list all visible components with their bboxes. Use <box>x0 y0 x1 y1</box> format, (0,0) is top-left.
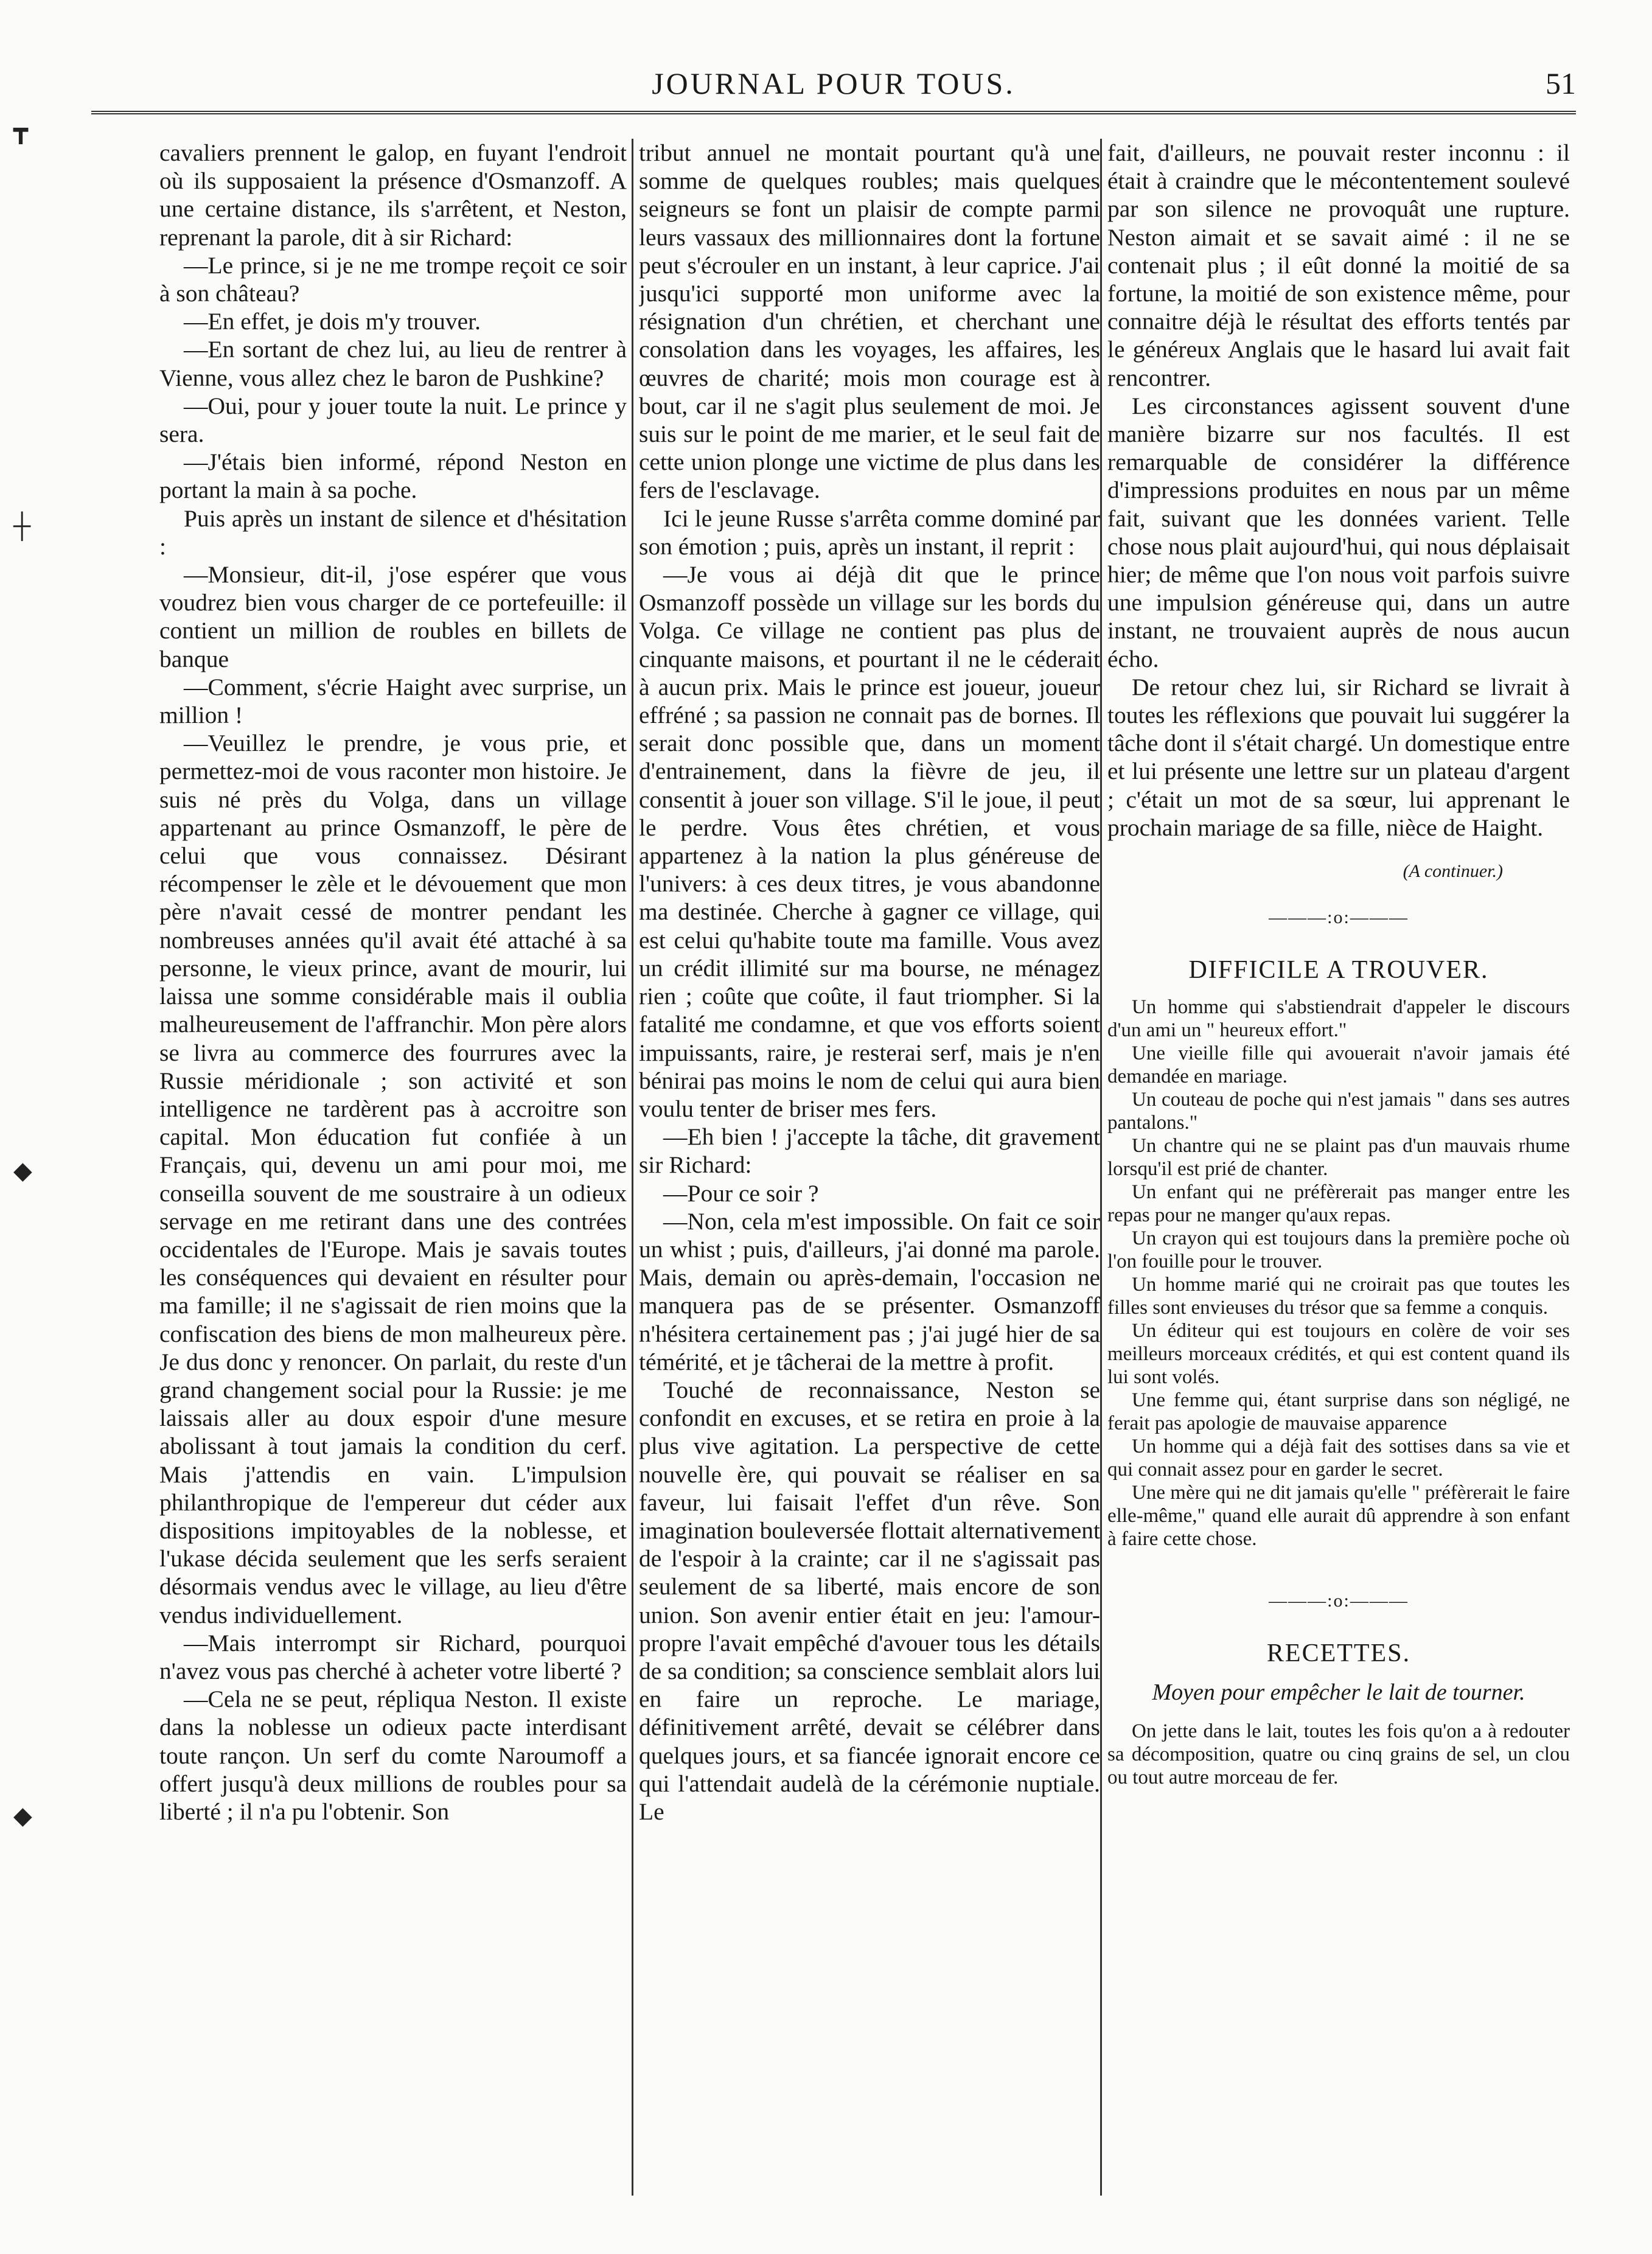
list-item: Une vieille fille qui avouerait n'avoir jamais été demandée en mariage. <box>1107 1042 1570 1087</box>
paragraph: —Veuillez le prendre, je vous prie, et permettez-moi de vous raconter mon histoire. Je suis né près du Volga, dans un village appartenant au prince Osmanzoff, le père de celui que vous connaissez. Désirant récompenser le zèle et le dévouement que mon père n'avait cessé de montrer pendant les nombreuses années qu'il avait été attaché à sa personne, le vieux prince, avant de mourir, lui laissa une somme considérable mais il oublia malheureusement de l'affranchir. Mon père alors se livra au commerce des fourrures avec la Russie méridionale ; son activité et son intelligence ne tardèrent pas à accroitre son capital. Mon éducation fut confiée à un Français, qui, devenu un ami pour moi, me conseilla souvent de me soustraire à un odieux servage en me retirant dans une des contrées occidentales de l'Europe. Mais je savais toutes les conséquences qui devaient en résulter pour ma famille; il ne s'agissait de rien moins que la confiscation des biens de mon malheureux père. Je dus donc y renoncer. On parlait, du reste d'un grand changement social pour la Russie: je me laissais aller au doux espoir d'une mesure abolissant à tout jamais la condition du cerf. Mais j'attendis en vain. L'impulsion philanthropique de l'empereur dut céder aux dispositions impitoyables de la noblesse, et l'ukase décida seulement que les serfs seraient désormais vendus avec le village, au lieu d'être vendus individuellement. <box>159 730 627 1628</box>
list-item: Un éditeur qui est toujours en colère de voir ses meilleurs morceaux crédités, et qui est content quand ils lui sont volés. <box>1107 1319 1570 1388</box>
list-item: Un homme qui s'abstiendrait d'appeler le discours d'un ami un " heureux effort." <box>1107 996 1570 1041</box>
divider-ornament: ———:o:——— <box>1269 907 1409 928</box>
list-item: Un chantre qui ne se plaint pas d'un mauvais rhume lorsqu'il est prié de chanter. <box>1107 1134 1570 1180</box>
column-rule <box>632 139 633 2196</box>
journal-title: JOURNAL POUR TOUS. <box>652 66 1016 100</box>
margin-mark: ◆ <box>13 1802 32 1829</box>
list-item: Un crayon qui est toujours dans la première poche où l'on fouille pour le trouver. <box>1107 1227 1570 1272</box>
column-middle <box>639 139 1100 2196</box>
margin-mark: ◆ <box>13 1157 32 1184</box>
paragraph: Les circonstances agissent souvent d'une manière bizarre sur nos facultés. Il est remarquable de considérer la différence d'impressions produites en nous par un même fait, suivant que les données varient. Telle chose nous plait aujourd'hui, qui nous déplaisait hier; de même que l'on nous voit parfois suivre une impulsion généreuse qui, dans un autre instant, ne trouvaient auprès de nous aucun écho. <box>1107 392 1570 672</box>
paragraph: —Pour ce soir ? <box>663 1179 819 1207</box>
paragraph: —Cela ne se peut, répliqua Neston. Il existe dans la noblesse un odieux pacte interdisant toute rançon. Un serf du comte Naroumoff a offert jusqu'à deux millions de roubles pour sa liberté ; il n'a pu l'obtenir. Son <box>159 1686 627 1825</box>
page-number: 51 <box>1546 66 1576 100</box>
recipe-subtitle: Moyen pour empêcher le lait de tourner. <box>1152 1680 1525 1706</box>
paragraph: Touché de reconnaissance, Neston se confondit en excuses, et se retira en proie à la plus vive agitation. La perspective de cette nouvelle ère, qui pouvait se réaliser en sa faveur, lui faisait l'effet d'un rêve. Son imagination bouleversée flottait alternativement de l'espoir à la crainte; car il ne s'agissait pas seulement de sa liberté, mais encore de son union. Son avenir entier était en jeu: l'amour-propre l'avait empêché d'avouer tous les détails de sa condition; sa conscience semblait alors lui en faire un reproche. Le mariage, définitivement arrêté, devait se célébrer dans quelques jours, et sa fiancée ignorait encore ce qui l'attendait audelà de la cérémonie nuptiale. Le <box>639 1376 1100 1825</box>
header-rule <box>91 111 1576 114</box>
paragraph: tribut annuel ne montait pourtant qu'à une somme de quelques roubles; mais quelques seigneurs se font un plaisir de compte parmi leurs vassaux des millionnaires dont la fortune peut s'écrouler en un instant, à leur caprice. J'ai jusqu'ici supporté mon uniforme avec la résignation d'un chrétien, et cherchant une consolation dans les voyages, les affaires, les œuvres de charité; mois mon courage est à bout, car il ne s'agit plus seulement de moi. Je suis sur le point de me marier, et le seul fait de cette union plonge une victime de plus dans les fers de l'esclavage. <box>639 139 1100 504</box>
divider-ornament: ———:o:——— <box>1269 1590 1409 1611</box>
paragraph: —En sortant de chez lui, au lieu de rentrer à Vienne, vous allez chez le baron de Pushkine? <box>159 336 627 391</box>
paragraph: —Le prince, si je ne me trompe reçoit ce soir à son château? <box>159 251 627 307</box>
paragraph: cavaliers prennent le galop, en fuyant l'endroit où ils supposaient la présence d'Osmanzoff. A une certaine distance, ils s'arrêtent, et Neston, reprenant la parole, dit à sir Richard: <box>159 139 627 251</box>
paragraph: —Oui, pour y jouer toute la nuit. Le prince y sera. <box>159 392 627 448</box>
paragraph: —Comment, s'écrie Haight avec surprise, un million ! <box>159 673 627 729</box>
paragraph: Ici le jeune Russe s'arrêta comme dominé par son émotion ; puis, après un instant, il reprit : <box>639 504 1100 560</box>
continue-note: (A continuer.) <box>1403 861 1503 882</box>
paragraph: —Je vous ai déjà dit que le prince Osmanzoff possède un village sur les bords du Volga. Ce village ne contient pas plus de cinquante maisons, et pourtant il ne le céderait à aucun prix. Mais le prince est joueur, joueur effréné ; sa passion ne connait pas de bornes. Il serait donc possible que, dans un moment d'entrainement, dans la fièvre de jeu, il consentit à jouer son village. S'il le joue, il peut le perdre. Vous êtes chrétien, et vous appartenez à la nation la plus généreuse de l'univers: à ces deux titres, je vous abandonne ma destinée. Cherche à gagner ce village, qui est celui qu'habite toute ma famille. Vous avez un crédit illimité sur ma bourse, ne ménagez rien ; coûte que coûte, il faut triompher. Si la fatalité me condamne, et que vos efforts soient impuissants, raire, je resterai serf, mais je n'en bénirai pas moins le nom de celui qui aura bien voulu tenter de briser mes fers. <box>639 561 1100 1122</box>
paragraph: —Eh bien ! j'accepte la tâche, dit gravement sir Richard: <box>639 1123 1100 1179</box>
recipe-text: On jette dans le lait, toutes les fois qu'on a à redouter sa décomposition, quatre ou cinq grains de sel, un clou ou tout autre morceau de fer. <box>1107 1720 1570 1789</box>
paragraph: —Non, cela m'est impossible. On fait ce soir un whist ; puis, d'ailleurs, j'ai donné ma parole. Mais, demain ou après-demain, l'occasion ne manquera pas de se présenter. Osmanzoff n'hésitera certainement pas ; j'ai jugé hier de sa témérité, et je tâcherai de la mettre à profit. <box>639 1207 1100 1375</box>
page-header <box>91 66 1576 120</box>
list-item: Une femme qui, étant surprise dans son négligé, ne ferait pas apologie de mauvaise apparence <box>1107 1389 1570 1434</box>
column-rule <box>1100 139 1102 2196</box>
list-item: Un enfant qui ne préfèrerait pas manger entre les repas pour ne manger qu'aux repas. <box>1107 1181 1570 1226</box>
paragraph: Puis après un instant de silence et d'hésitation : <box>159 504 627 560</box>
difficile-list <box>1107 996 1570 1551</box>
paragraph: —En effet, je dois m'y trouver. <box>184 308 481 335</box>
list-item: Un homme marié qui ne croirait pas que toutes les filles sont envieuses du trésor que sa femme a conquis. <box>1107 1273 1570 1319</box>
paragraph: —Mais interrompt sir Richard, pourquoi n'avez vous pas cherché à acheter votre liberté ? <box>159 1629 627 1684</box>
list-item: Un couteau de poche qui n'est jamais " dans ses autres pantalons." <box>1107 1088 1570 1134</box>
margin-mark: ┼ <box>13 512 31 539</box>
paragraph: De retour chez lui, sir Richard se livrait à toutes les réflexions que pouvait lui suggérer la tâche dont il s'était chargé. Un domestique entre et lui présente une lettre sur un plateau d'argent ; c'était un mot de sa sœur, lui apprenant le prochain mariage de sa fille, nièce de Haight. <box>1107 673 1570 841</box>
paragraph: fait, d'ailleurs, ne pouvait rester inconnu : il était à craindre que le mécontentement soulevé par son silence ne provoquât une rupture. Neston aimait et se savait aimé : il ne se contenait plus ; il eût donné la moitié de sa fortune, la moitié de son existence même, pour connaitre déjà le résultat des efforts tentés par le généreux Anglais que le hasard lui avait fait rencontrer. <box>1107 139 1570 391</box>
paragraph: —J'étais bien informé, répond Neston en portant la main à sa poche. <box>159 448 627 504</box>
list-item: Une mère qui ne dit jamais qu'elle " préfèrerait le faire elle-même," quand elle aurait dû apprendre à son enfant à faire cette chose. <box>1107 1481 1570 1550</box>
section-title-difficile: DIFFICILE A TROUVER. <box>1188 956 1489 985</box>
margin-mark: ┳ <box>13 116 29 144</box>
list-item: Un homme qui a déjà fait des sottises dans sa vie et qui connait assez pour en garder le secret. <box>1107 1435 1570 1481</box>
section-title-recettes: RECETTES. <box>1266 1639 1411 1667</box>
column-right <box>1107 139 1570 2196</box>
paragraph: —Monsieur, dit-il, j'ose espérer que vous voudrez bien vous charger de ce portefeuille: il contient un million de roubles en billets de banque <box>159 561 627 672</box>
column-left <box>159 139 627 2196</box>
